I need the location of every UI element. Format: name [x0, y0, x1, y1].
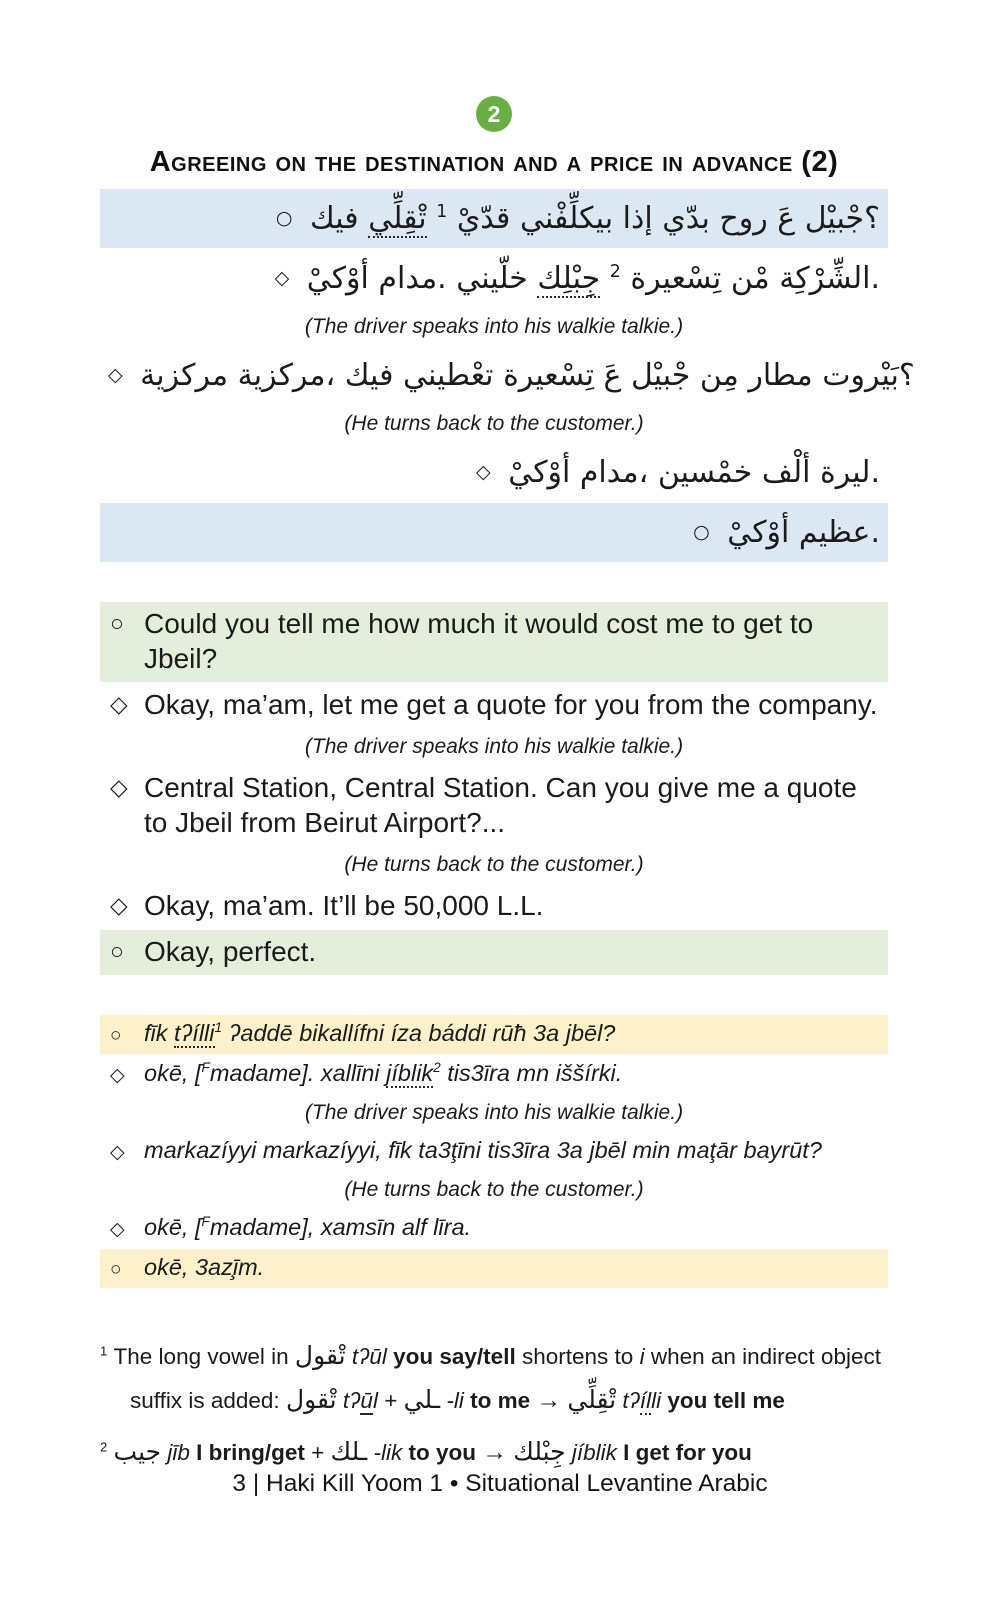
- word-token: عَ: [777, 201, 796, 236]
- word-token: مركزية: [140, 358, 229, 393]
- dialogue-line-driver: [100, 683, 888, 728]
- word-token: 1: [436, 202, 448, 222]
- word-token: عَ: [603, 358, 622, 393]
- word-token: أوْكيْ: [508, 455, 571, 490]
- dialogue-text: [144, 1251, 880, 1286]
- word-token: جْبيْل: [804, 201, 865, 236]
- dialogue-text: [727, 515, 880, 550]
- word-token: F: [201, 1060, 210, 1076]
- word-token: okē,: [144, 1214, 189, 1240]
- word-token: i: [639, 1344, 645, 1369]
- word-token: íl: [639, 1388, 652, 1413]
- word-token: خلّيني: [456, 261, 528, 296]
- word-token: mn: [516, 1060, 550, 1086]
- word-token: →: [482, 1439, 508, 1466]
- word-token: بدّي: [662, 201, 710, 236]
- word-token: +: [311, 1440, 325, 1465]
- word-token: .: [437, 261, 447, 296]
- word-token: خمْسين: [657, 455, 753, 490]
- word-token: 3az̧īm.: [194, 1254, 265, 1280]
- word-token: 2: [433, 1060, 441, 1076]
- customer-circle-marker-icon: ○: [110, 1025, 122, 1046]
- word-token: ليرة: [819, 455, 871, 490]
- driver-diamond-marker-icon: ◇: [110, 774, 128, 800]
- word-token: 1: [100, 1343, 108, 1359]
- word-token: Okay, perfect.: [144, 936, 317, 967]
- arabic-word: تْقول: [294, 1341, 346, 1370]
- word-token: مدام: [579, 455, 639, 490]
- word-token: to you: [408, 1440, 476, 1465]
- word-token: مركزية: [237, 358, 326, 393]
- word-token: līra.: [433, 1214, 472, 1240]
- word-token: markazíyyi: [144, 1137, 257, 1163]
- word-token: مدام: [378, 261, 438, 296]
- word-token: íza: [390, 1020, 422, 1046]
- arabic-word: جيب: [113, 1437, 162, 1466]
- word-token: ألْف: [761, 455, 811, 490]
- word-token: 3a: [533, 1020, 560, 1046]
- word-token: madame],: [209, 1214, 315, 1240]
- dialogue-text: [508, 455, 880, 490]
- word-token: فيك: [344, 358, 394, 393]
- word-token: تِسْعيرة: [630, 261, 722, 296]
- chapter-badge: [476, 96, 512, 132]
- word-token: Okay, ma’am, let me get a quote for you from the company.: [144, 689, 878, 720]
- word-token: جِبْلِك: [537, 261, 601, 296]
- word-token: when an indirect object suffix is added:: [130, 1344, 881, 1413]
- word-token: okē,: [144, 1060, 189, 1086]
- word-token: روح: [719, 201, 768, 236]
- dialogue-line-driver: [100, 249, 888, 308]
- word-token: okē,: [144, 1254, 189, 1280]
- word-token: báddi: [428, 1020, 487, 1046]
- driver-diamond-marker-icon: ◇: [110, 1065, 125, 1086]
- dialogue-text: [144, 1017, 880, 1052]
- word-token: iššírki.: [555, 1060, 623, 1086]
- word-token: maţār: [676, 1137, 737, 1163]
- stage-direction: (The driver speaks into his walkie talkie.): [304, 1101, 684, 1124]
- page-title: Agreeing on the destination and a price in advance (2): [149, 146, 839, 178]
- word-token: markazíyyi,: [262, 1137, 382, 1163]
- word-token: [: [194, 1060, 202, 1086]
- arabic-word: تْقول: [285, 1385, 337, 1414]
- word-token: xamsīn: [320, 1214, 396, 1240]
- word-token: you tell me: [667, 1388, 785, 1413]
- word-token: مِن: [699, 358, 739, 393]
- word-token: فيك: [309, 201, 359, 236]
- chapter-number: 2: [487, 100, 501, 127]
- word-token: tis3īra: [487, 1137, 551, 1163]
- driver-diamond-marker-icon: ◇: [110, 892, 128, 918]
- word-token: jíblik: [386, 1060, 434, 1086]
- dialogue-text: [144, 888, 880, 923]
- dialogue-text: [144, 770, 880, 840]
- word-token: ū: [360, 1388, 373, 1413]
- dialogue-line-driver: [100, 1132, 888, 1171]
- word-token: .: [870, 261, 880, 296]
- dialogue-line-customer: [100, 1015, 888, 1054]
- arabic-word: جِبْلك: [513, 1437, 566, 1466]
- word-token: ʔaddē: [228, 1020, 293, 1046]
- customer-circle-marker-icon: ○: [110, 1259, 122, 1280]
- word-token: ؟: [864, 201, 880, 236]
- word-token: Central Station, Central Station. Can you give me a quote to Jbeil from Beirut Airport?...: [144, 772, 857, 838]
- word-token: تْقِلِّي: [368, 201, 427, 236]
- arabic-word: ـلك: [330, 1437, 368, 1466]
- dialogue-line-driver: [100, 884, 888, 929]
- word-token: jbēl?: [565, 1020, 616, 1046]
- dialogue-text: [144, 934, 880, 969]
- word-token: jíblik: [571, 1440, 617, 1465]
- word-token: The long vowel in: [113, 1344, 289, 1369]
- dialogue-text: [144, 606, 880, 676]
- word-token: تِسْعيرة: [503, 358, 594, 393]
- stage-direction: (He turns back to the customer.): [344, 412, 644, 435]
- word-token: الشِّرْكِة: [779, 261, 871, 296]
- dialogue-text: [144, 687, 880, 722]
- driver-diamond-marker-icon: ◇: [110, 1219, 125, 1240]
- word-token: you say/tell: [393, 1344, 516, 1369]
- word-token: li: [651, 1388, 662, 1413]
- transliteration-section: [100, 1015, 888, 1288]
- english-translation-section: [100, 602, 888, 975]
- word-token: min: [632, 1137, 671, 1163]
- word-token: I bring/get: [196, 1440, 305, 1465]
- word-token: I get for you: [623, 1440, 752, 1465]
- driver-diamond-marker-icon: ◇: [108, 364, 123, 386]
- word-token: تعْطيني: [402, 358, 494, 393]
- word-token: -lik: [373, 1440, 403, 1465]
- dialogue-line-customer: [100, 189, 888, 248]
- driver-diamond-marker-icon: ◇: [476, 461, 491, 483]
- arabic-dialogue-section: [100, 189, 915, 562]
- word-token: jīb: [167, 1440, 190, 1465]
- word-token: bayrūt?: [743, 1137, 822, 1163]
- word-token: alf: [401, 1214, 427, 1240]
- word-token: مطار: [748, 358, 813, 393]
- word-token: tis3īra: [447, 1060, 510, 1086]
- customer-circle-marker-icon: ○: [693, 521, 710, 543]
- stage-direction: (He turns back to the customer.): [344, 1178, 644, 1201]
- driver-diamond-marker-icon: ◇: [274, 267, 290, 289]
- word-token: -li: [446, 1388, 464, 1413]
- word-token: xallīni: [320, 1060, 380, 1086]
- stage-direction: (The driver speaks into his walkie talkie.): [304, 735, 684, 758]
- word-token: fīk: [388, 1137, 412, 1163]
- word-token: [: [194, 1214, 202, 1240]
- word-token: 1: [214, 1020, 223, 1036]
- word-token: fīk: [144, 1020, 168, 1046]
- word-token: Could you tell me how much it would cost me to get to Jbeil?: [144, 608, 814, 674]
- word-token: ،: [638, 455, 649, 490]
- dialogue-line-driver: [100, 766, 888, 846]
- word-token: مْن: [730, 261, 770, 296]
- word-token: 3a: [556, 1137, 583, 1163]
- dialogue-line-driver: [100, 443, 888, 502]
- word-token: بيكلِّفْني: [519, 201, 614, 236]
- stage-direction: (He turns back to the customer.): [344, 853, 644, 876]
- arabic-word: ـلي: [403, 1385, 441, 1414]
- word-token: جْبيْل: [630, 358, 691, 393]
- word-token: +: [384, 1388, 398, 1413]
- word-token: tʔílli: [174, 1020, 215, 1046]
- customer-circle-marker-icon: ○: [110, 938, 124, 964]
- dialogue-line-customer: [100, 1249, 888, 1288]
- word-token: Okay, ma’am. It’ll be 50,000 L.L.: [144, 890, 544, 921]
- dialogue-line-driver: [100, 346, 915, 405]
- word-token: jbēl: [589, 1137, 626, 1163]
- word-token: bikallífni: [299, 1020, 385, 1046]
- footnotes-section: [100, 1334, 888, 1474]
- word-token: madame].: [209, 1060, 315, 1086]
- word-token: →: [536, 1387, 562, 1414]
- dialogue-line-customer: [100, 503, 888, 562]
- word-token: l: [372, 1388, 378, 1413]
- dialogue-text: [307, 261, 880, 296]
- word-token: .: [870, 515, 880, 550]
- dialogue-line-driver: [100, 1055, 888, 1094]
- word-token: F: [201, 1214, 210, 1230]
- dialogue-line-customer: [100, 602, 888, 682]
- word-token: عظيم: [798, 515, 871, 550]
- word-token: shortens to: [521, 1344, 634, 1369]
- word-token: .: [870, 455, 880, 490]
- word-token: ،: [325, 358, 336, 393]
- dialogue-line-driver: [100, 1209, 888, 1248]
- dialogue-text: [144, 1057, 880, 1092]
- dialogue-text: [144, 1134, 880, 1169]
- driver-diamond-marker-icon: ◇: [110, 691, 128, 717]
- customer-circle-marker-icon: ○: [110, 610, 124, 636]
- footnote: [100, 1430, 888, 1474]
- word-token: أوْكيْ: [727, 515, 790, 550]
- stage-direction: (The driver speaks into his walkie talkie.): [304, 315, 684, 338]
- word-token: أوْكيْ: [306, 261, 369, 296]
- word-token: ؟: [898, 358, 915, 393]
- word-token: بَيْروت: [822, 358, 899, 393]
- word-token: tʔūl: [351, 1344, 387, 1369]
- dialogue-text: [310, 201, 880, 236]
- dialogue-text: [140, 358, 915, 393]
- driver-diamond-marker-icon: ◇: [110, 1142, 125, 1163]
- word-token: قدّيْ: [456, 201, 511, 236]
- dialogue-text: [144, 1211, 880, 1246]
- dialogue-line-customer: [100, 930, 888, 975]
- word-token: 2: [609, 262, 621, 282]
- word-token: إذا: [622, 201, 653, 236]
- word-token: 2: [100, 1439, 108, 1455]
- page-footer: 3 | Haki Kill Yoom 1 • Situational Levantine Arabic: [232, 1470, 768, 1497]
- arabic-word: تْقِلِّي: [567, 1385, 617, 1414]
- word-token: tʔ: [342, 1388, 361, 1413]
- footnote: [100, 1334, 888, 1422]
- word-token: tʔ: [622, 1388, 640, 1413]
- customer-circle-marker-icon: ○: [275, 207, 293, 229]
- word-token: ta3ţīni: [418, 1137, 481, 1163]
- word-token: rūħ: [492, 1020, 527, 1046]
- word-token: to me: [470, 1388, 531, 1413]
